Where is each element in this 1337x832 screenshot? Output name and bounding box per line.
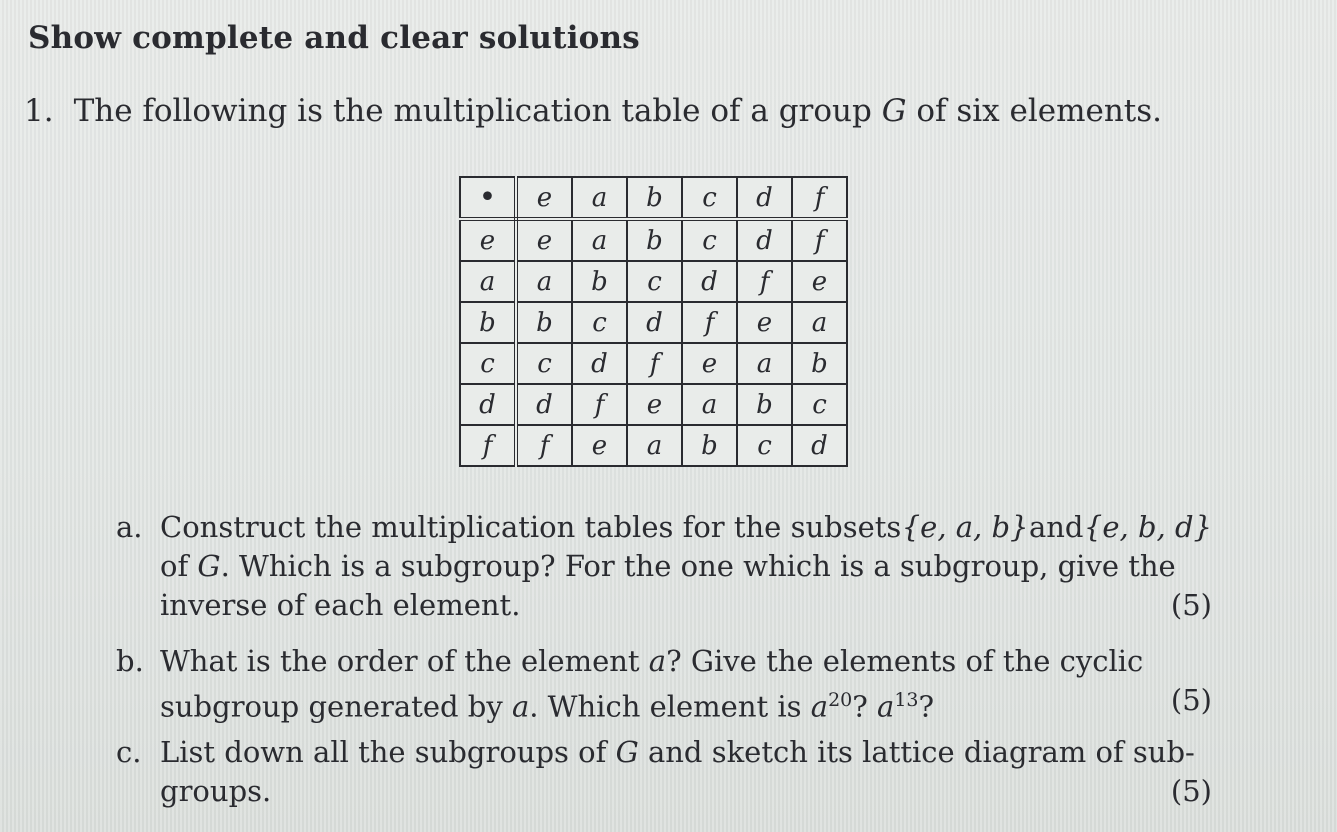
table-cell: b: [737, 384, 792, 425]
question-1-statement: [24, 93, 1162, 129]
table-cell: d: [572, 343, 627, 384]
part-a: [116, 508, 1212, 625]
table-cell: e: [572, 425, 627, 466]
part-c-marks: (5): [1170, 774, 1212, 808]
header-cell: b: [627, 177, 682, 219]
table-cell: a: [516, 261, 572, 302]
row-label: d: [460, 384, 516, 425]
part-b-line-2-mid: . Which element is: [529, 689, 811, 724]
part-a-line-2-end: . Which is a subgroup? For the one which is a subgroup, give the: [220, 549, 1176, 583]
table-cell: e: [682, 343, 737, 384]
element-a: a: [648, 644, 667, 678]
table-cell: f: [737, 261, 792, 302]
part-b-text: [160, 642, 1212, 727]
table-cell: b: [682, 425, 737, 466]
part-a-line-2: [160, 547, 1212, 586]
part-a-text: [160, 508, 1212, 625]
table-cell: f: [792, 219, 847, 261]
power-base: a: [877, 689, 895, 724]
table-cell: a: [737, 343, 792, 384]
header-cell: e: [516, 177, 572, 219]
part-c-label: c.: [116, 735, 142, 769]
table-cell: a: [792, 302, 847, 343]
part-a-line-1-text: Construct the multiplication tables for the subsets: [160, 510, 902, 544]
row-label: f: [460, 425, 516, 466]
question-number: 1.: [24, 93, 54, 129]
table-cell: c: [516, 343, 572, 384]
table-cell: e: [792, 261, 847, 302]
table-row: [460, 261, 847, 302]
row-label: b: [460, 302, 516, 343]
group-symbol: G: [881, 93, 907, 129]
table-cell: a: [682, 384, 737, 425]
power-exponent: 13: [894, 689, 919, 711]
part-c-line-1-start: List down all the subgroups of: [160, 735, 616, 769]
table-cell: b: [572, 261, 627, 302]
page-heading: Show complete and clear solutions: [28, 20, 640, 56]
power-base: a: [810, 689, 829, 724]
table-cell: d: [737, 219, 792, 261]
part-b-marks: (5): [1170, 683, 1212, 717]
table-row: [460, 219, 847, 261]
table-cell: a: [627, 425, 682, 466]
table-row: [460, 343, 847, 384]
table-cell: d: [682, 261, 737, 302]
part-a-label: a.: [116, 510, 143, 544]
row-label: a: [460, 261, 516, 302]
row-label: c: [460, 343, 516, 384]
header-cell: d: [737, 177, 792, 219]
table-cell: f: [627, 343, 682, 384]
row-label: e: [460, 219, 516, 261]
part-a-line-3: inverse of each element.: [160, 588, 521, 622]
part-c-line-2: groups.: [160, 774, 272, 808]
question-text-after: of six elements.: [906, 93, 1163, 129]
table-cell: f: [682, 302, 737, 343]
group-symbol: G: [615, 735, 639, 769]
table-cell: e: [627, 384, 682, 425]
table-cell: e: [737, 302, 792, 343]
part-c: [116, 733, 1212, 811]
part-b-line-1-start: What is the order of the element: [160, 644, 649, 678]
part-b-line-2: [160, 681, 1212, 727]
part-c-text: [160, 733, 1212, 811]
table-cell: c: [682, 219, 737, 261]
part-b-line-2-start: subgroup generated by: [160, 689, 512, 724]
table-cell: c: [737, 425, 792, 466]
table-header-row: [460, 177, 847, 219]
header-cell: a: [572, 177, 627, 219]
header-cell: c: [682, 177, 737, 219]
part-a-line-2-start: of: [160, 549, 198, 583]
table-cell: d: [627, 302, 682, 343]
table-cell: c: [572, 302, 627, 343]
table-cell: f: [572, 384, 627, 425]
part-a-and: and: [1028, 510, 1084, 544]
table-cell: d: [516, 384, 572, 425]
group-symbol: G: [197, 549, 221, 583]
question-mark: ?: [852, 689, 878, 724]
table-cell: f: [516, 425, 572, 466]
part-c-line-1-end: and sketch its lattice diagram of sub-: [638, 735, 1195, 769]
table-cell: c: [792, 384, 847, 425]
question-mark: ?: [918, 689, 935, 724]
part-c-line-1: [160, 733, 1212, 772]
question-text-before: The following is the multiplication table of a group: [73, 93, 882, 129]
operator-cell: •: [460, 177, 516, 219]
table-row: [460, 425, 847, 466]
table-row: [460, 302, 847, 343]
table-cell: b: [792, 343, 847, 384]
part-a-line-1: [160, 508, 1212, 547]
part-a-marks: (5): [1170, 588, 1212, 622]
part-b-line-1-end: ? Give the elements of the cyclic: [666, 644, 1144, 678]
table-cell: d: [792, 425, 847, 466]
table-row: [460, 384, 847, 425]
table-cell: b: [627, 219, 682, 261]
table-cell: a: [572, 219, 627, 261]
part-b-line-1: [160, 642, 1212, 681]
header-cell: f: [792, 177, 847, 219]
table-cell: b: [516, 302, 572, 343]
subset-ebd: {e, b, d}: [1083, 510, 1212, 544]
part-b-label: b.: [116, 644, 144, 678]
multiplication-table: [459, 176, 848, 467]
table-cell: c: [627, 261, 682, 302]
subset-eab: {e, a, b}: [901, 510, 1029, 544]
element-a: a: [511, 689, 530, 724]
part-b: [116, 642, 1212, 727]
table-cell: e: [516, 219, 572, 261]
power-exponent: 20: [828, 689, 853, 711]
